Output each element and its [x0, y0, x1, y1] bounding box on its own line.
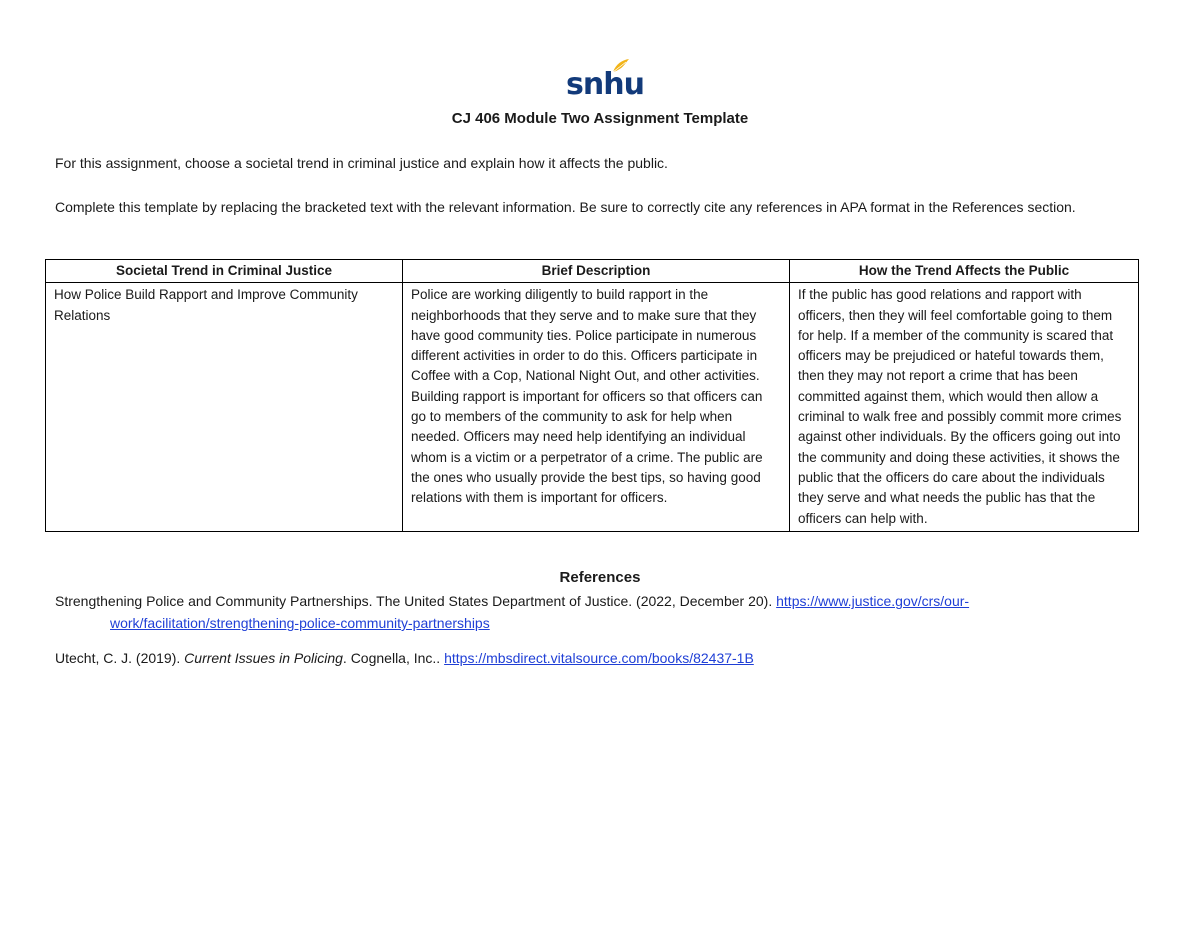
reference-publisher: . Cognella, Inc.. [342, 650, 441, 666]
reference-item [55, 590, 1135, 634]
page-title: CJ 406 Module Two Assignment Template [451, 110, 749, 127]
reference-text: Strengthening Police and Community Partnerships. The United States Department of Justice. (2022, December 20). [55, 593, 773, 609]
cell-effect: If the public has good relations and rapport with officers, then they will feel comfortable going to them for help. If a member of the community is scared that officers may be prejudiced or hateful towards them, then they may not report a crime that has been committed against them, which would then allow a criminal to walk free and possibly commit more crimes against other individuals. By the officers going out into the community and doing these activities, it shows the public that the officers do care about the individuals they serve and what needs the public has that the officers can help with. [790, 283, 1139, 532]
snhu-logo [566, 58, 644, 104]
cell-description: Police are working diligently to build rapport in the neighborhoods that they serve and to make sure that they have good community ties. Police participate in numerous different activities in order to do this. Officers participate in Coffee with a Cop, National Night Out, and other activities. Building rapport is important for officers so that officers can go to members of the community to ask for help when needed. Officers may need help identifying an individual whom is a victim or a perpetrator of a crime. The public are the ones who usually provide the best tips, so having good relations with them is important for officers. [403, 283, 790, 532]
header-societal-trend: Societal Trend in Criminal Justice [46, 260, 403, 283]
header-trend-effect: How the Trend Affects the Public [790, 260, 1139, 283]
logo-wordmark: snhu [566, 67, 644, 102]
table-row [46, 283, 1139, 532]
reference-link[interactable]: https://www.justice.gov/crs/our- [776, 593, 970, 609]
intro-paragraph: For this assignment, choose a societal trend in criminal justice and explain how it affects the public. [55, 155, 668, 171]
reference-item [55, 647, 1135, 669]
reference-link[interactable]: https://mbsdirect.vitalsource.com/books/82437-1B [444, 650, 754, 666]
reference-link-continuation[interactable]: work/facilitation/strengthening-police-community-partnerships [110, 615, 490, 631]
instructions-paragraph: Complete this template by replacing the bracketed text with the relevant information. Be sure to correctly cite any references in APA format in the References section. [55, 199, 1076, 215]
trend-table [45, 259, 1139, 532]
reference-title: Current Issues in Policing [184, 650, 343, 666]
references-heading: References [559, 569, 641, 586]
cell-trend: How Police Build Rapport and Improve Community Relations [46, 283, 403, 532]
header-brief-description: Brief Description [403, 260, 790, 283]
reference-author: Utecht, C. J. (2019). [55, 650, 181, 666]
table-header-row [46, 260, 1139, 283]
